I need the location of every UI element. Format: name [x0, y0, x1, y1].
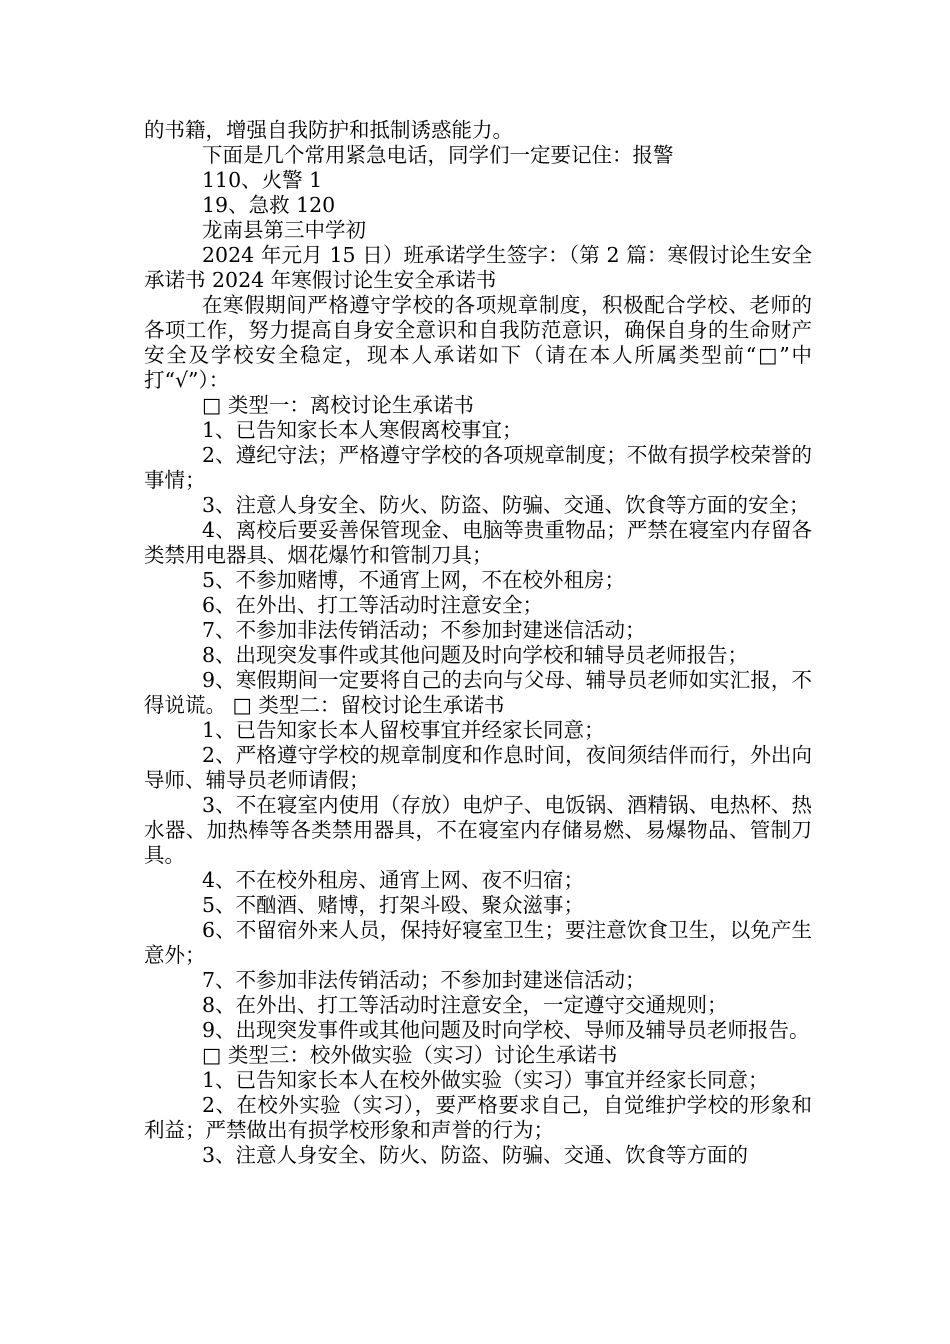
paragraph: 9、出现突发事件或其他问题及时向学校、导师及辅导员老师报告。	[202, 1018, 810, 1042]
paragraph: 6、不留宿外来人员，保持好寝室卫生；要注意饮食卫生，以免产生意外；	[144, 918, 812, 967]
paragraph: 6、在外出、打工等活动时注意安全；	[202, 593, 544, 617]
paragraph: 3、不在寝室内使用（存放）电炉子、电饭锅、酒精锅、电热杯、热水器、加热棒等各类禁用器具，不在寝室内存储易燃、易爆物品、管制刀具。	[144, 793, 812, 867]
paragraph: 110、火警 1	[202, 168, 323, 192]
paragraph: 在寒假期间严格遵守学校的各项规章制度，积极配合学校、老师的各项工作，努力提高自身安全意识和自我防范意识，确保自身的生命财产安全及学校安全稳定，现本人承诺如下（请在本人所属类型前“□”中打“√”）：	[144, 293, 812, 392]
paragraph: 7、不参加非法传销活动；不参加封建迷信活动；	[202, 618, 646, 642]
paragraph: 2、遵纪守法；严格遵守学校的各项规章制度；不做有损学校荣誉的事情；	[144, 443, 812, 492]
paragraph: 下面是几个常用紧急电话，同学们一定要记住：报警	[202, 143, 674, 167]
paragraph: □ 类型三：校外做实验（实习）讨论生承诺书	[202, 1043, 618, 1067]
paragraph: 1、已告知家长本人寒假离校事宜；	[202, 418, 523, 442]
paragraph: 5、不酗酒、赌博，打架斗殴、聚众滋事；	[202, 893, 585, 917]
paragraph: 2、在校外实验（实习），要严格要求自己，自觉维护学校的形象和利益；严禁做出有损学校形象和声誉的行为；	[144, 1093, 812, 1142]
paragraph: 3、注意人身安全、防火、防盗、防骗、交通、饮食等方面的	[202, 1143, 749, 1167]
paragraph: 7、不参加非法传销活动；不参加封建迷信活动；	[202, 968, 646, 992]
paragraph: 4、离校后要妥善保管现金、电脑等贵重物品；严禁在寝室内存留各类禁用电器具、烟花爆竹和管制刀具；	[144, 518, 812, 567]
paragraph: 5、不参加赌博，不通宵上网，不在校外租房；	[202, 568, 626, 592]
paragraph: 8、在外出、打工等活动时注意安全，一定遵守交通规则；	[202, 993, 728, 1017]
document-page	[144, 118, 812, 1168]
paragraph: 9、寒假期间一定要将自己的去向与父母、辅导员老师如实汇报，不得说谎。 □ 类型二：留校讨论生承诺书	[144, 668, 812, 717]
paragraph: 1、已告知家长本人留校事宜并经家长同意；	[202, 718, 605, 742]
paragraph: 2024 年元月 15 日）班承诺学生签字：（第 2 篇：寒假讨论生安全承诺书 2024 年寒假讨论生安全承诺书	[144, 243, 812, 292]
paragraph: 19、急救 120	[202, 193, 336, 217]
paragraph: 4、不在校外租房、通宵上网、夜不归宿；	[202, 868, 585, 892]
paragraph: 1、已告知家长本人在校外做实验（实习）事宜并经家长同意；	[202, 1068, 769, 1092]
paragraph: 的书籍，增强自我防护和抵制诱惑能力。	[144, 118, 513, 142]
paragraph: 3、注意人身安全、防火、防盗、防骗、交通、饮食等方面的安全；	[202, 493, 810, 517]
paragraph: 2、严格遵守学校的规章制度和作息时间，夜间须结伴而行，外出向导师、辅导员老师请假；	[144, 743, 812, 792]
paragraph: 8、出现突发事件或其他问题及时向学校和辅导员老师报告；	[202, 643, 749, 667]
paragraph: □ 类型一：离校讨论生承诺书	[202, 393, 474, 417]
paragraph: 龙南县第三中学初	[202, 218, 366, 242]
